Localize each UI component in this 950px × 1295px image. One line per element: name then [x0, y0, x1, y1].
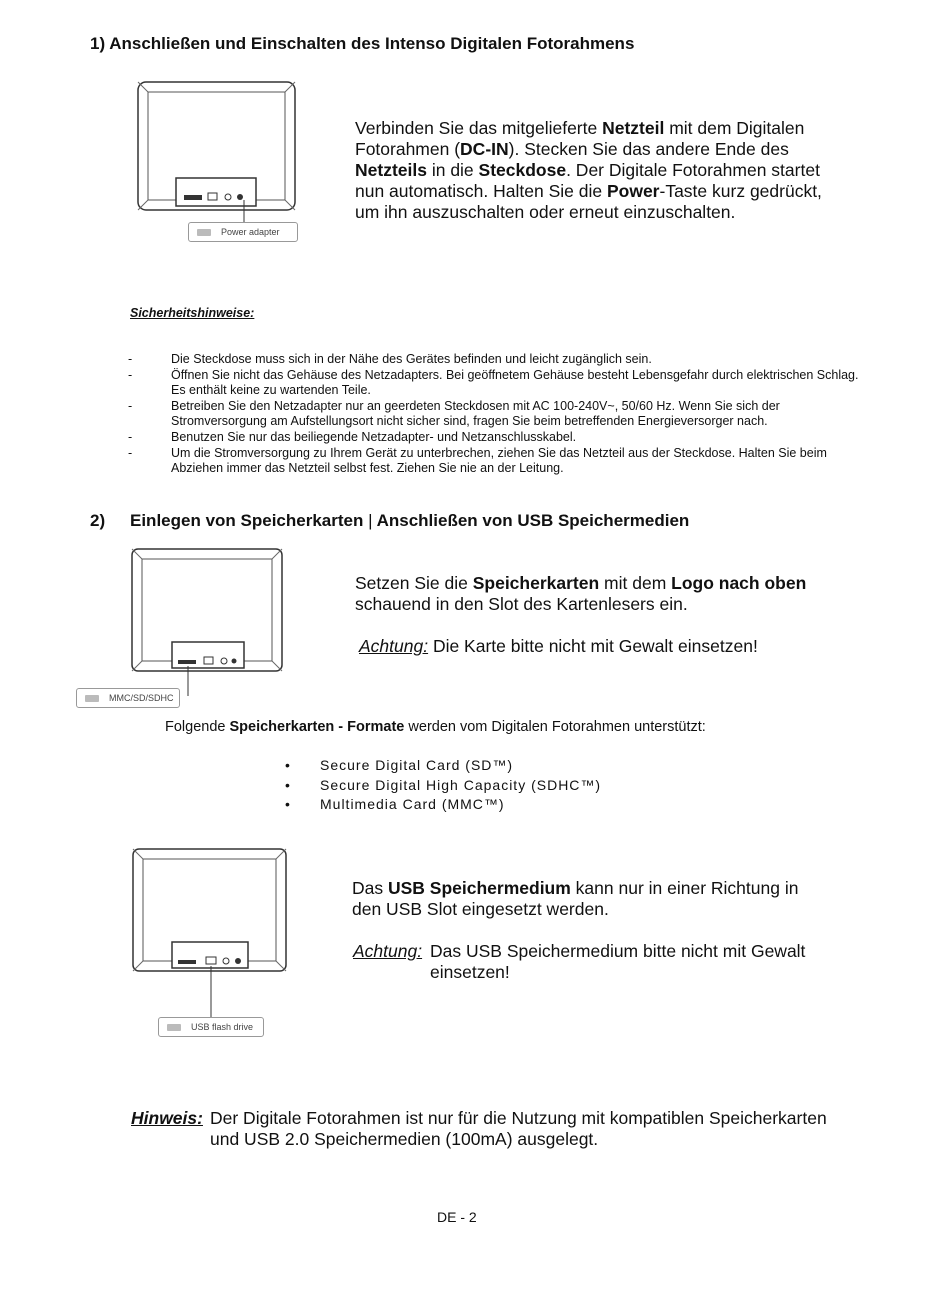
- usb-flash-drive-icon: [167, 1024, 181, 1031]
- section2-title-sep: |: [368, 511, 373, 530]
- page-number: DE - 2: [437, 1209, 477, 1225]
- hint-block: [131, 1108, 861, 1149]
- section2-title-b: Anschließen von USB Speichermedien: [372, 511, 690, 530]
- format-item-text: Multimedia Card (MMC™): [320, 796, 505, 812]
- section1-paragraph: [355, 118, 850, 223]
- note-dash: -: [128, 367, 133, 382]
- text-run: -Taste kurz gedrückt, um ihn auszuschalten oder erneut einzuschalten.: [355, 181, 822, 222]
- sd-card-icon: [85, 695, 99, 702]
- usb-slot-label: [158, 1017, 264, 1037]
- safety-note: [128, 399, 868, 430]
- usb-warning-text: Das USB Speichermedium bitte nicht mit Gewalt einsetzen!: [430, 941, 806, 982]
- hint-text: Der Digitale Fotorahmen ist nur für die Nutzung mit kompatiblen Speicherkarten und USB 2.0 Speichermedien (100mA) ausgelegt.: [210, 1108, 827, 1149]
- text-run: mit dem: [599, 573, 672, 593]
- text-run: Logo nach oben: [671, 573, 807, 593]
- safety-note-text: Betreiben Sie den Netzadapter nur an geerdeten Steckdosen mit AC 100-240V~, 50/60 Hz. Wenn Sie sich der Stromversorgung am Aufstellungsort nicht sicher sind, fragen Sie beim betreffenden Energieversorger nach.: [171, 398, 780, 429]
- card-slot-text: MMC/SD/SDHC: [109, 693, 174, 703]
- format-item-text: Secure Digital Card (SD™): [320, 757, 514, 773]
- note-dash: -: [128, 445, 133, 460]
- text-run: Netzteil: [602, 118, 665, 138]
- power-adapter-text: Power adapter: [221, 227, 280, 237]
- formats-intro-bold: Speicherkarten - Formate: [229, 719, 405, 735]
- text-run: USB Speichermedium: [387, 878, 571, 898]
- power-adapter-icon: [197, 229, 211, 236]
- note-dash: -: [128, 429, 133, 444]
- card-warning-text: Die Karte bitte nicht mit Gewalt einsetzen!: [428, 636, 758, 656]
- note-dash: -: [128, 352, 133, 366]
- format-item: [285, 756, 601, 776]
- text-run: Verbinden Sie das mitgelieferte: [355, 118, 603, 138]
- usb-paragraph: [352, 878, 832, 920]
- bullet-icon: •: [285, 796, 291, 812]
- text-run: DC-IN: [460, 139, 509, 159]
- text-run: Steckdose: [478, 160, 567, 180]
- card-warning: [359, 636, 849, 657]
- usb-slot-text: USB flash drive: [191, 1022, 254, 1032]
- safety-notes-list: [128, 352, 868, 477]
- bullet-icon: •: [285, 757, 291, 773]
- text-run: Das: [352, 878, 388, 898]
- formats-intro: [165, 719, 706, 735]
- text-run: kann nur in einer Richtung in den USB Slot eingesetzt werden.: [352, 878, 799, 919]
- formats-intro-post: werden vom Digitalen Fotorahmen unterstützt:: [404, 719, 706, 735]
- text-run: mit dem Digitalen Fotorahmen (: [355, 118, 805, 159]
- format-item: [285, 795, 601, 812]
- text-run: Setzen Sie die: [355, 573, 473, 593]
- frame-illustration-power: [136, 80, 301, 230]
- text-run: Netzteils: [355, 160, 427, 180]
- safety-note-text: Öffnen Sie nicht das Gehäuse des Netzadapters. Bei geöffnetem Gehäuse besteht Lebensgefahr durch elektrischen Schlag. Es enthält keine zu wartenden Teile.: [171, 367, 859, 398]
- hint-label: Hinweis:: [131, 1108, 203, 1128]
- text-run: . Der Digitale Fotorahmen startet nun automatisch. Halten Sie die: [355, 160, 820, 201]
- section2-number: 2): [90, 511, 106, 530]
- safety-note: [128, 352, 868, 368]
- formats-intro-pre: Folgende: [165, 719, 230, 735]
- text-run: Speicherkarten: [472, 573, 600, 593]
- safety-note: [128, 446, 868, 477]
- power-adapter-label: [188, 222, 298, 242]
- section2-title-a: Einlegen von Speicherkarten: [130, 511, 369, 530]
- text-run: schauend in den Slot des Kartenlesers ein.: [355, 594, 688, 614]
- safety-title: Sicherheitshinweise:: [130, 306, 255, 320]
- section1-heading: 1) Anschließen und Einschalten des Intenso Digitalen Fotorahmens: [90, 34, 635, 53]
- usb-warning-label: Achtung:: [353, 941, 423, 961]
- safety-note-text: Benutzen Sie nur das beiliegende Netzadapter- und Netzanschlusskabel.: [171, 429, 577, 444]
- bullet-icon: •: [285, 776, 291, 793]
- text-run: ). Stecken Sie das andere Ende des: [508, 139, 789, 159]
- format-item: [285, 776, 601, 796]
- formats-list: [285, 756, 601, 812]
- safety-note: [128, 430, 868, 446]
- frame-illustration-card: [130, 546, 290, 696]
- card-paragraph: [355, 573, 845, 615]
- section2-title: [130, 511, 689, 531]
- safety-note-text: Um die Stromversorgung zu Ihrem Gerät zu unterbrechen, ziehen Sie das Netzteil aus der Steckdose. Halten Sie beim Abziehen immer das Netzteil selbst fest. Ziehen Sie nie an der Leitung.: [171, 445, 827, 476]
- safety-note-text: Die Steckdose muss sich in der Nähe des Gerätes befinden und leicht zugänglich sein.: [171, 352, 652, 366]
- text-run: Power: [606, 181, 660, 201]
- safety-note: [128, 368, 868, 399]
- frame-illustration-usb: [130, 846, 290, 1036]
- usb-warning: [353, 941, 833, 982]
- card-slot-label: [76, 688, 180, 708]
- format-item-text: Secure Digital High Capacity (SDHC™): [320, 776, 602, 793]
- card-warning-label: Achtung:: [359, 636, 429, 656]
- note-dash: -: [128, 398, 133, 413]
- text-run: in die: [426, 160, 479, 180]
- section2-heading: [90, 511, 790, 531]
